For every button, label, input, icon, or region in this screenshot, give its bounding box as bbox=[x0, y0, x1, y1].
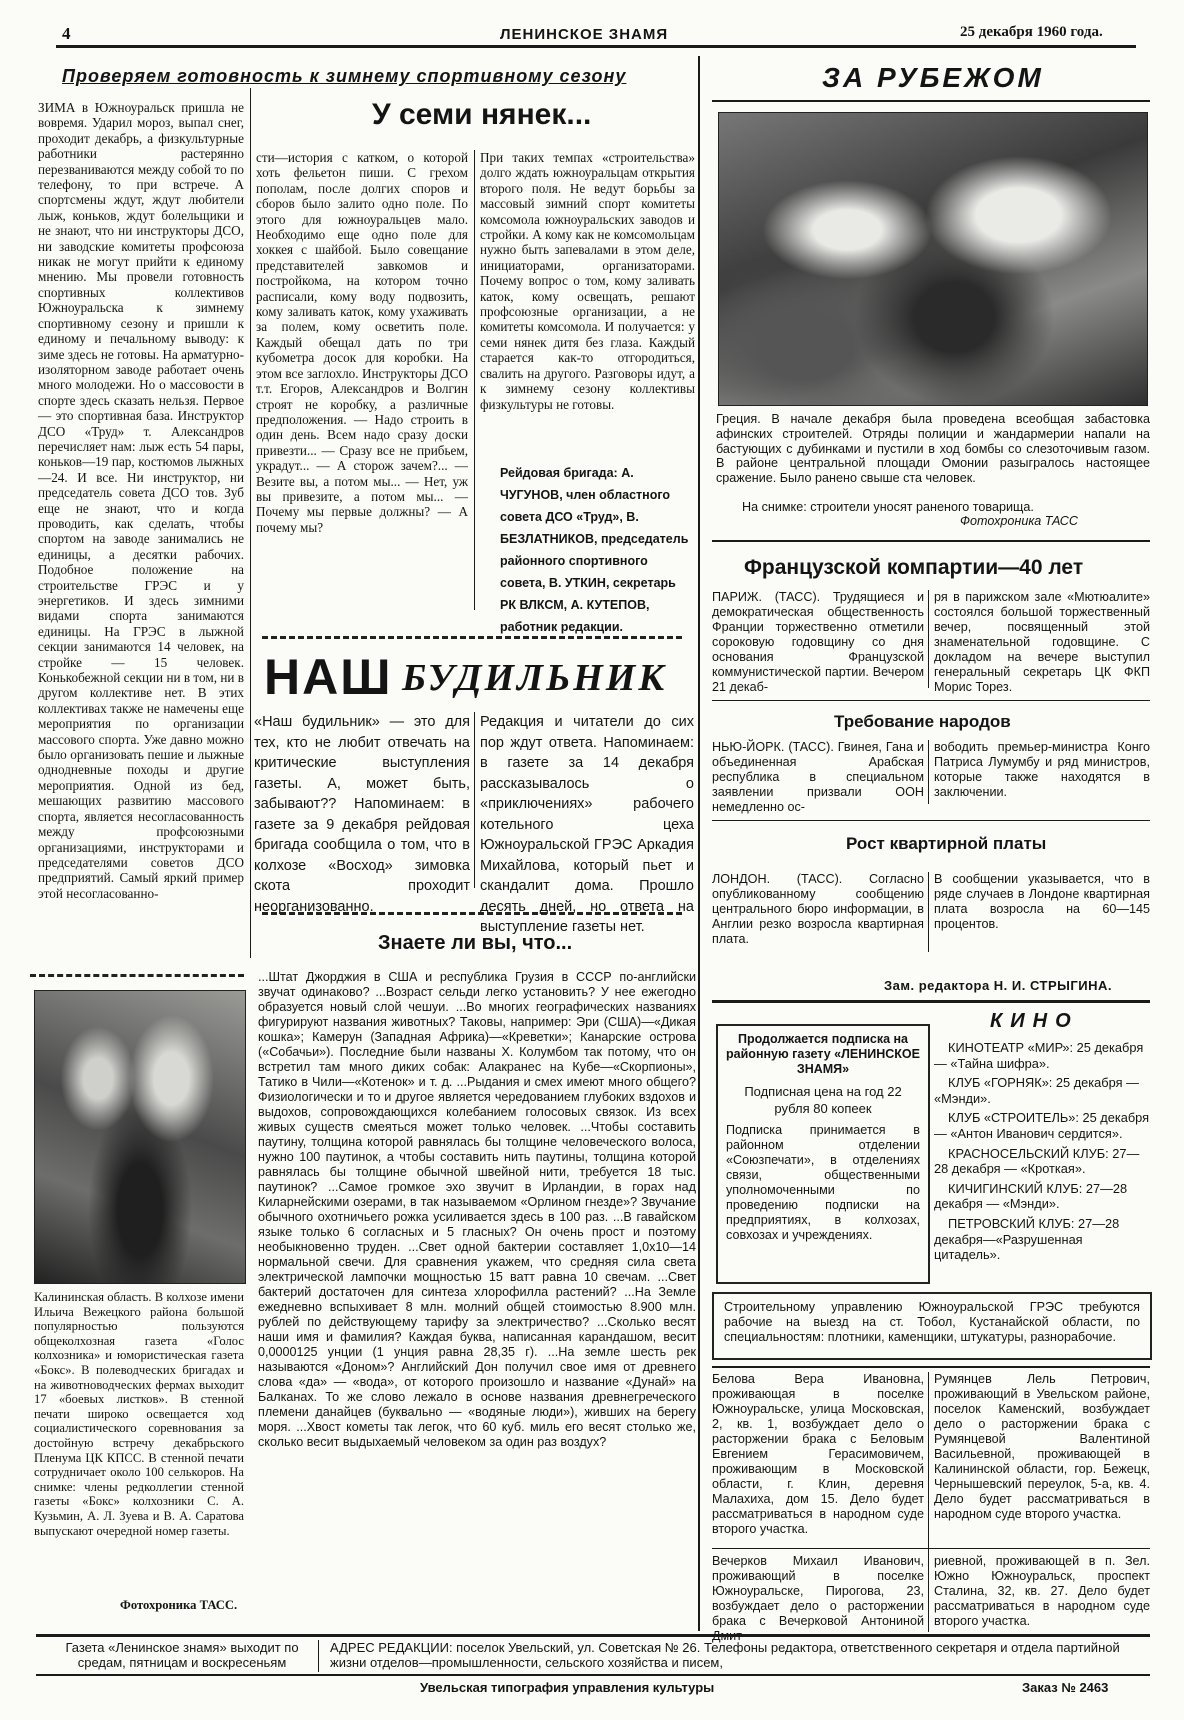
footer-col-rule bbox=[318, 1640, 319, 1672]
divorce-col-rule bbox=[928, 1372, 929, 1632]
sport-column-2: сти—история с катком, о которой хоть фельетон пиши. С грехом пополам, после долгих споров и сборов было залито одно поле. По этого для южноуральцев мало. Необходимо еще одно поле для хоккея с шайбой. Было совещание представителей завкомов и постройкома, на котором точно расписали, кому воду подвозить, кому заливать каток, кому ухаживать за полем, кому осветить поле. Каждый обещал дать по три кубометра досок для коробки. На этом все заглохло. Инструкторы ДСО т.т. Егоров, Александров и Волгин строят не коробку, а различные предположения. — Надо строить в один день. Всем надо сразу доски привезти... — Сразу все не прибьем, украдут... — А сторож зачем?... — Везите вы, а потом мы... — Нет, уж вы привезите, а потом мы... — Почему мы первые должны? — А почему мы? bbox=[256, 150, 468, 535]
vertical-rule-main bbox=[698, 56, 700, 1631]
pcf-column-1: ПАРИЖ. (ТАСС). Трудящиеся и демократическая общественность Франции торжественно отметили сороковую годовщину со дня основания Французской коммунистической партии. Вечером 21 декаб- bbox=[712, 590, 924, 694]
demand-column-1: НЬЮ-ЙОРК. (ТАСС). Гвинея, Гана и объединенная Арабская республика в специальном заявлении призвали ООН немедленно ос- bbox=[712, 740, 924, 814]
pcf-col-rule bbox=[928, 590, 929, 688]
sport-headline: У семи нянек... bbox=[372, 98, 592, 131]
rent-column-1: ЛОНДОН. (ТАСС). Согласно опубликованному сообщению центрального бюро информации, в Англии резко возросла квартирная плата. bbox=[712, 872, 924, 946]
greece-strike-photo bbox=[718, 112, 1148, 406]
sport-col-rule bbox=[474, 150, 475, 610]
vertical-rule-left bbox=[250, 88, 251, 958]
kalinin-credit: Фотохроника ТАСС. bbox=[120, 1598, 238, 1612]
printer-name: Увельская типография управления культуры bbox=[420, 1680, 715, 1695]
footer-rule-bottom bbox=[36, 1674, 1150, 1676]
kino-item: КИНОТЕАТР «МИР»: 25 декабря — «Тайна шифра». bbox=[934, 1040, 1144, 1071]
pcf-headline: Французской компартии—40 лет bbox=[744, 556, 1084, 579]
divorce-top-rule bbox=[712, 1366, 1150, 1368]
kino-item: КРАСНОСЕЛЬСКИЙ КЛУБ: 27—28 декабря — «Кроткая». bbox=[934, 1145, 1140, 1177]
footer-rule-top bbox=[36, 1634, 1150, 1637]
deputy-editor: Зам. редактора Н. И. СТРЫГИНА. bbox=[884, 978, 1112, 993]
editorial-address: АДРЕС РЕДАКЦИИ: поселок Увельский, ул. Советская № 26. Телефоны редактора, ответственного секретаря и отдела партийной жизни отделов—промышленности, сельского хозяйства и писем, bbox=[330, 1640, 1120, 1670]
abroad-rule-3 bbox=[712, 820, 1150, 821]
znaete-text: ...Штат Джорджия в США и республика Грузия в СССР по-английски звучат одинаково? ...Возраст сельди легко установить? У нее ежегодно образуется новый слой чешуи. ...Во многих географических названиях фигурируют названия животных? Таковы, например: Эри (США)—«Дикая кошка»; Камерун (Западная Африка)—«Креветки»; Канарские острова («Собачьи»). Последние были названы Х. Колумбом так потому, что он встретил там много диких собак: Алакранес на Кубе—«Скорпионы», Татико в Чили—«Котенок» и т. д. ...Рыдания и смех имеют много общего? Физиологически и то и другое является чередованием глубоких вздохов и выдохов, сопровождающихся колебанием голосовых связок. Из всех живых существ смеяться может только человек. ...Чтобы составить паутину, толщина которой равнялась бы толщине человеческого волоса, нужно 100 паутинок, а чтобы составить нить паутины, толщина которой равнялась бы толщине обычной швейной нити, требуется 18 тыс. паутинок? ...Самое громкое эхо звучит в Ирландии, в горах над Киларнейскими озерами, в так называемом «Орлином гнезде»? Звучание обычного охотничьего рожка усиливается здесь в 100 раз. ...В гавайском языке только 6 согласных и 5 гласных? Он очень прост и поэтому необыкновенно труден. ...Свет одной бактерии составляет 1,0х10—14 нормальной свечи. Для сравнения укажем, что средняя сила света электрической лампочки мощностью 15 ватт равна 10 свечам. ...Свет бактерий достаточен для синтеза хлорофилла растений? ...На Земле ежедневно вспыхивает 8 млн. молний общей стоимостью 8.900 млн. рублей по действующему тарифу за электричество? ...Сколько весят наши имя и фамилия? Каждая буква, написанная карандашом, весит 0,0000125 унции (1 унция равна 28,35 г). ...На земле шесть рек называются «Доном»? Английский Дон получил свое имя от древнего слова «да» — «вода», от которого произошло и название «Дунай» на Балканах. То же слово лежало в основе названия древнегреческого племени данайцев (буквально — «водяные люди»), живших на берегу моря. ...Хвост кометы так легок, что 60 куб. миль его весят столько же, сколько весит выдыхаемый человеком за один раз воздух? bbox=[258, 970, 696, 1449]
kino-item: КЛУБ «ГОРНЯК»: 25 декабря — «Мэнди». bbox=[934, 1075, 1139, 1106]
workers-ad-box bbox=[712, 1292, 1152, 1360]
kino-list bbox=[934, 1040, 1150, 1263]
abroad-title: ЗА РУБЕЖОМ bbox=[822, 62, 1044, 93]
divorce-notice-4: риевной, проживающей в п. Зел. Южно Южноуральск, проспект Сталина, 32, кв. 27. Дело будет рассматриваться в народном суде второго участка. bbox=[934, 1554, 1150, 1628]
sport-column-3: При таких темпах «строительства» долго ждать южноуральцам открытия второго поля. Не ведут борьбы за массовый зимний спорт комитеты комсомола южноуральских заводов и стройки. А кому как не комсомольцам нужно быть запевалами в этом деле, инициаторами, организаторами. Почему вопрос о том, кому заливать каток, кому освещать, решают профсоюзные организации, а не комитеты комсомола. И получается: у семи нянек дитя без глаза. Каждый старается как-то отгородиться, свалить на другого. Разговоры идут, а к зимнему сезону коллективы физкультуры не готовы. bbox=[480, 150, 695, 412]
divorce-notice-2: Румянцев Лель Петрович, проживающий в Увельском районе, поселок Каменский, возбуждает дело о расторжении брака с Румянцевой Валентиной Васильевной, проживающей в Калининской области, гор. Бежецк, Чернышевский переулок, 5-а, кв. 4. Дело будет рассматриваться в народном суде второго участка. bbox=[934, 1372, 1150, 1521]
greece-photo-note: На снимке: строители уносят раненого товарища. bbox=[742, 500, 1034, 514]
page-number: 4 bbox=[62, 24, 71, 43]
editor-rule bbox=[712, 1000, 1150, 1003]
budilnik-column-2: Редакция и читатели до сих пор ждут ответа. Напоминаем: в газете за 14 декабря рассказывалось о «приключениях» рабочего котельного цеха Южноуральской ГРЭС Аркадия Михайлова, который пьет и скандалит дома. Прошло десять дней, но ответа на выступление газеты нет. bbox=[480, 714, 694, 935]
abroad-title-underline bbox=[712, 100, 1150, 102]
budilnik-top-dashes bbox=[262, 636, 682, 639]
newspaper-name: ЛЕНИНСКОЕ ЗНАМЯ bbox=[500, 26, 669, 43]
pcf-column-2: ря в парижском зале «Мютюалите» состоялся большой торжественный вечер, посвященный этой знаменательной годовщине. С докладом на вечере выступил генеральный секретарь ЦК ФКП Морис Торез. bbox=[934, 590, 1150, 694]
divorce-mid-rule bbox=[712, 1548, 1150, 1549]
greece-caption: Греция. В начале декабря была проведена всеобщая забастовка афинских строителей. Отряды полиции и жандармерии напали на бастующих с дубинками и пустили в ход бомбы со слезоточивым газом. В районе центральной площади Омонии разыгралось настоящее сражение. Было ранено свыше ста человек. bbox=[716, 412, 1150, 486]
greece-photo-credit: Фотохроника ТАСС bbox=[960, 514, 1078, 528]
sport-rubric: Проверяем готовность к зимнему спортивному сезону bbox=[62, 66, 627, 86]
demand-headline: Требование народов bbox=[834, 712, 1011, 731]
rent-col-rule bbox=[928, 872, 929, 952]
subscription-price: Подписная цена на год 22 рубля 80 копеек bbox=[744, 1084, 902, 1116]
subscription-box bbox=[716, 1024, 930, 1284]
budilnik-bottom-dashes bbox=[262, 912, 682, 915]
subscription-title: Продолжается подписка на районную газету «ЛЕНИНСКОЕ ЗНАМЯ» bbox=[726, 1032, 920, 1076]
divorce-notice-1: Белова Вера Ивановна, проживающая в поселке Южноуральске, улица Московская, 2, кв. 1, возбуждает дело о расторжении брака с Беловым Евгением Герасимовичем, проживающим в Московской области, г. Клин, деревня Малахиха, дом 15. Дело будет рассматриваться в народном суде второго участка. bbox=[712, 1372, 924, 1536]
kino-title: КИНО bbox=[990, 1010, 1079, 1032]
kalinin-caption: Калининская область. В колхозе имени Ильича Вежецкого района большой популярностью пользуются общеколхозная газета «Голос колхозника» и юмористическая газета «Бокс». В полеводческих бригадах и на животноводческих фермах выходит 17 «боевых листков». В стенной печати широко освещается ход социалистического соревнования за достойную встречу декабрьского Пленума ЦК КПСС. В стенной печати сотрудничает около 100 селькоров. На снимке: члены редколлегии стенной газеты «Бокс» колхозники С. А. Кузьмин, А. Л. Зуева и В. А. Саратова выпускают очередной номер газеты. bbox=[34, 1290, 244, 1538]
demand-column-2: вободить премьер-министра Конго Патриса Лумумбу и ряд министров, которые также находятся в заключении. bbox=[934, 740, 1150, 799]
abroad-rule-1 bbox=[712, 540, 1150, 542]
kalinin-photo bbox=[34, 990, 246, 1284]
divorce-notice-3: Вечерков Михаил Иванович, проживающий в поселке Южноуральске, Пирогова, 23, возбуждает дело о расторжении брака с Вечерковой Антониной bbox=[712, 1554, 924, 1628]
abroad-rule-2 bbox=[712, 700, 1150, 701]
publication-schedule: Газета «Ленинское знамя» выходит по средам, пятницам и воскресеньям bbox=[65, 1640, 299, 1670]
masthead-rule bbox=[56, 45, 1136, 48]
workers-ad-text: Строительному управлению Южноуральской ГРЭС требуются рабочие на выезд на ст. Тобол, Кустанайской области, по специальностям: плотники, каменщики, штукатуры, разнорабочие. bbox=[724, 1300, 1140, 1344]
budilnik-column-1: «Наш будильник» — это для тех, кто не любит отвечать на критические выступления газеты. А, может быть, забывают?? Напоминаем: в газете за 9 декабря рейдовая бригада сообщила о том, что в колхозе «Восход» зимовка скота проходит неорганизованно. bbox=[254, 714, 470, 915]
budilnik-title-a: НАШ bbox=[264, 649, 393, 705]
raid-brigade-signature: Рейдовая бригада: А. ЧУГУНОВ, член областного совета ДСО «Труд», В. БЕЗЛАТНИКОВ, председатель районного спортивного совета, В. УТКИН, секретарь РК ВЛКСМ, А. КУТЕПОВ, работник редакции. bbox=[500, 466, 689, 634]
budilnik-col-rule bbox=[474, 712, 475, 888]
subscription-text: Подписка принимается в районном отделении «Союзпечати», в отделениях связи, общественными уполномоченными по проведению подписки на предприятиях, в колхозах, совхозах и учреждениях. bbox=[726, 1123, 920, 1242]
sport-column-1: ЗИМА в Южноуральск пришла не вовремя. Ударил мороз, выпал снег, проходит декабрь, а физкультурные работники растерянно перезваниваются между собой то по телефону, то при встрече. А спортсмены ждут, ждут любители лыж, коньков, ждут болельщики и не знают, что ни инструкторы ДСО, ни заводские комитеты профсоюза никак не могут прийти к единому мнению. Мы провели готовность спортивных коллективов Южноуральска к зимнему спортивному сезону и пришли к единому и печальному выводу: к зиме здесь не готовы. На арматурно-изоляторном заводе работает очень много молодежи. Но о массовости в спорте здесь сказать нельзя. Первое — это спортивная база. Инструктор ДСО «Труд» т. Александров перечисляет нам: лыж есть 54 пары, коньков—19 пар, костюмов лыжных—24. И все. Ни инструктор, ни председатель совета ДСО тов. Зуб еще не знают, что и когда проводить, как сделать, чтобы спортом на заводе занимались не единицы, а десятки рабочих. Подобное положение на строительстве ГРЭС и у энергетиков. И здесь зимними видами спорта занимаются единицы. На ГРЭС в лыжной секции занимаются 14 человек, на стройке — 15 человек. Конькобежной секции ни в том, ни в другом коллективе нет. В этих коллективах также не намечены еще мероприятия по организации массового спорта. Уже давно можно было организовать пешие и лыжные однодневные походы и другие мероприятия. Одной из бед, мешающих развитию массового спорта, является несогласованность между профсоюзными организациями, инструкторами и председателями советов ДСО предприятий. Самый яркий пример этой несогласованно- bbox=[38, 100, 244, 901]
demand-col-rule bbox=[928, 740, 929, 804]
kino-item: КЛУБ «СТРОИТЕЛЬ»: 25 декабря — «Антон Иванович сердится». bbox=[934, 1110, 1150, 1141]
rent-column-2: В сообщении указывается, что в ряде случаев в Лондоне квартирная плата возросла на 60—145 процентов. bbox=[934, 872, 1150, 931]
issue-date: 25 декабря 1960 года. bbox=[960, 24, 1103, 40]
kino-item: КИЧИГИНСКИЙ КЛУБ: 27—28 декабря — «Мэнди». bbox=[934, 1180, 1128, 1212]
budilnik-title-b: БУДИЛЬНИК bbox=[402, 657, 668, 699]
order-number: Заказ № 2463 bbox=[1022, 1680, 1109, 1695]
znaete-headline: Знаете ли вы, что... bbox=[378, 932, 573, 954]
kalinin-top-dashes bbox=[30, 974, 244, 977]
rent-headline: Рост квартирной платы bbox=[846, 834, 1047, 853]
kino-item: ПЕТРОВСКИЙ КЛУБ: 27—28 декабря—«Разрушенная цитадель». bbox=[934, 1215, 1120, 1263]
